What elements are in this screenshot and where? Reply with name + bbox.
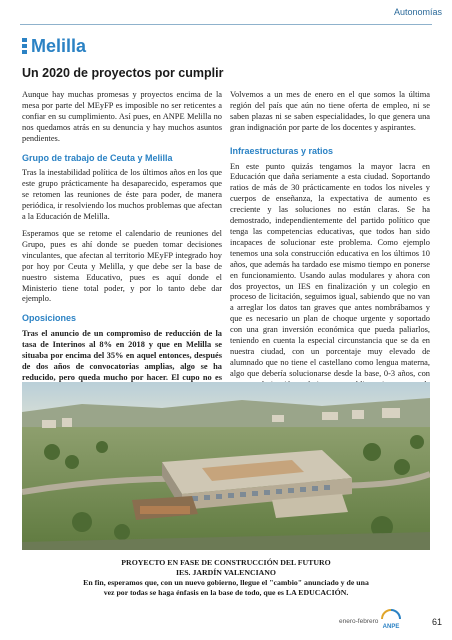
photo-caption	[30, 558, 422, 598]
anpe-logo-icon	[366, 608, 416, 630]
right-column	[230, 90, 430, 418]
caption-line: IES. JARDÍN VALENCIANO	[175, 568, 276, 577]
caption-line: PROYECTO EN FASE DE CONSTRUCCIÓN DEL FUTURO	[121, 558, 331, 567]
section-heading: Oposiciones	[22, 313, 77, 324]
intro-paragraph: Aunque hay muchas promesas y proyectos encima de la mesa por parte del MEyFP es imposible no ser reticentes a confiar en su cumplimiento. Así pues, en ANPE Melilla no nos quedamos atrás en su denuncia y hay muchos asuntos pendientes.	[22, 90, 222, 143]
title-bars-icon	[22, 38, 27, 54]
page-number: 61	[431, 617, 442, 627]
page-subtitle: Un 2020 de proyectos por cumplir	[22, 66, 224, 80]
school-rendering-photo	[22, 382, 430, 550]
section-heading: Grupo de trabajo de Ceuta y Melilla	[22, 152, 173, 163]
section-heading: Infraestructuras y ratios	[230, 145, 334, 156]
bold-paragraph: Tras el anuncio de un compromiso de reducción de la tasa de Interinos al 8% en 2018 y que en Melilla se situaba por encima del 35% en aquel entonces, después de dos años de convocatorias amplias, algo se ha reducido, pero queda mucho por hacer. El cupo no es	[22, 329, 222, 382]
section-tag: Autonomías	[393, 7, 442, 17]
logo-text: ANPE	[382, 624, 400, 630]
header-rule	[20, 24, 432, 25]
caption-line: En fin, esperamos que, con un nuevo gobierno, llegue el "cambio" anunciado y de una	[83, 578, 369, 587]
page-title: Melilla	[31, 36, 87, 56]
body-paragraph: Tras la inestabilidad política de los últimos años en los que este grupo prácticamente ha desaparecido, esperamos que se retomen las reuniones de éste para poder, de manera periódica, ir resolviendo los muchos problemas que afectan a la Educación de Melilla.	[22, 168, 222, 222]
title-block	[22, 37, 86, 55]
body-paragraph: En este punto quizás tengamos la mayor lacra en Educación que daña seriamente a esta ciudad. Soportando ratios de más de 30 prácticamente en todos los niveles y cuerpos de enseñanza, la expectativa de aumento es creciente y las soluciones no están claras. Se ha demostrado, independientemente del partido político que tenga las competencias educativas, que todos han sido incapaces de solucionar este problema. Como ejemplo tenemos una sola construcción educativa en los últimos 10 años, que además ha tardado ese mismo tiempo en ponerse en funcionamiento. Usando aulas modulares y ahora con dos proyectos, un IES en finalización y un colegio en proceso de licitación, seguimos igual, sabiendo que no van a arreglar los datos tan graves que antes nombrábamos y que es necesario un plan de choque urgente y soportado con una gran inversión económica que pueda paliarlos, teniendo en cuenta la especial circunstancia que se da en nuestra ciudad, con un porcentaje muy elevado de alumnado que no tiene el castellano como lengua materna, algo que debería solucionarse desde la base, 0-3 años, con	[230, 161, 430, 378]
body-paragraph: Volvemos a un mes de enero en el que somos la última región del país que aún no tiene oferta de empleo, ni se saben plazas ni se saben especialidades, lo que genera una gran indignación por parte de los docentes y aspirantes.	[230, 90, 430, 132]
body-paragraph: Esperamos que se retome el calendario de reuniones del Grupo, pues es ahí donde se pueden tomar decisiones vinculantes, que afectan al territorio MEyFP integrado hoy por hoy por Ceuta y Melilla, y que debe ser la base de nuestro sistema Educativo, pues es aquí donde el Ministerio tiene total poder, y por lo tanto debe dar ejemplo.	[22, 228, 222, 304]
issue-date: enero-febrero	[339, 618, 379, 625]
left-column	[22, 90, 222, 422]
caption-line: vez por todas se haga énfasis en la base de todo, que es LA EDUCACIÓN.	[103, 588, 349, 597]
